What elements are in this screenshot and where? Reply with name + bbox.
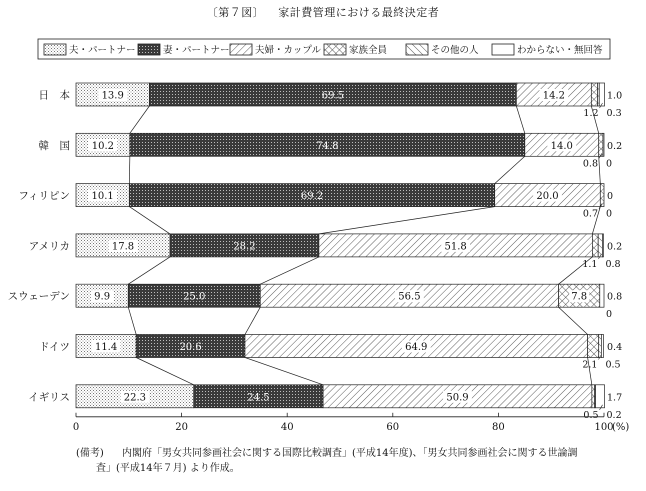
bar-segment (592, 385, 595, 408)
connector-line (129, 156, 130, 183)
legend-label: 家族全員 (349, 45, 388, 56)
bar-segment (602, 234, 603, 257)
data-label: 0.8 (582, 158, 598, 170)
data-label: 7.8 (571, 291, 588, 303)
data-label: 1.0 (607, 90, 623, 102)
category-label: イギリス (28, 391, 70, 404)
legend (38, 39, 610, 59)
source-note (76, 446, 636, 476)
connector-line (128, 257, 170, 284)
chart-title: 家計費管理における最終決定者 (278, 6, 440, 19)
data-label: 17.8 (111, 241, 135, 253)
bar-segment (603, 133, 604, 156)
note-label: (備考) (76, 448, 104, 459)
legend-swatch (138, 44, 160, 55)
x-tick-label: 20 (175, 421, 188, 433)
data-label: 0.2 (607, 140, 623, 152)
data-label: 1.1 (582, 258, 598, 270)
connector-line (245, 307, 260, 334)
data-label: 0.8 (607, 291, 623, 303)
bar-segment (599, 83, 604, 106)
category-label: 韓 国 (38, 139, 70, 152)
connector-line (136, 358, 194, 385)
legend-label: その他の人 (431, 45, 479, 56)
connector-line (495, 156, 525, 183)
bar-segment (600, 184, 604, 207)
legend-swatch (492, 44, 514, 55)
x-tick-label: 40 (280, 421, 294, 433)
data-label: 22.3 (123, 392, 147, 404)
category-label: 日 本 (38, 89, 70, 102)
x-tick-label: 0 (72, 421, 80, 433)
connector-line (130, 106, 150, 133)
x-tick-label: 80 (492, 421, 505, 433)
legend-label: わからない・無回答 (517, 45, 603, 56)
data-label: 10.2 (91, 140, 115, 152)
connector-line (245, 358, 323, 385)
data-label: 0.2 (606, 409, 622, 421)
data-label: 0 (606, 309, 613, 321)
data-label: 0 (606, 208, 613, 220)
data-label: 64.9 (405, 342, 428, 353)
note-line-1: 内閣府「男女共同参画社会に関する国際比較調査」(平成14年度)、「男女共同参画社会に関する世論調 (122, 448, 578, 459)
data-label: 0.2 (607, 241, 623, 253)
data-label: 28.2 (233, 241, 256, 253)
bar-segment (596, 385, 605, 408)
data-label: 13.9 (101, 90, 124, 102)
data-label: 14.0 (550, 140, 573, 152)
connector-line (128, 307, 136, 334)
data-label: 0.8 (605, 258, 621, 270)
data-label: 2.1 (582, 359, 598, 371)
connector-line (260, 257, 319, 284)
data-label: 0 (606, 158, 613, 170)
x-tick-label: 100 (594, 421, 614, 433)
data-label: 10.1 (91, 191, 114, 203)
legend-swatch (324, 44, 346, 55)
connector-line (599, 156, 601, 183)
data-label: 51.8 (444, 241, 467, 253)
bar-segment (591, 83, 597, 106)
bar-segment (599, 335, 602, 358)
data-label: 0 (607, 191, 614, 203)
category-label: アメリカ (28, 240, 70, 253)
bar-segment (598, 234, 602, 257)
connector-line (319, 207, 495, 234)
bar-segment (600, 284, 604, 307)
legend-swatch (44, 44, 66, 55)
data-label: 0.7 (582, 208, 598, 220)
x-axis (73, 413, 630, 433)
data-label: 1.7 (607, 392, 623, 404)
data-label: 11.4 (94, 342, 118, 353)
bars (8, 83, 622, 421)
bar-segment (592, 234, 598, 257)
data-label: 0.4 (607, 342, 623, 353)
note-line-2: 査」(平成14年７月) より作成。 (96, 463, 240, 474)
legend-swatch (406, 44, 428, 55)
data-label: 69.2 (300, 191, 324, 203)
data-label: 25.0 (183, 291, 206, 303)
connector-line (129, 207, 170, 234)
data-label: 0.5 (583, 409, 599, 421)
bar-segment (588, 335, 599, 358)
connector-line (559, 307, 588, 334)
x-unit-label: (%) (612, 421, 630, 433)
data-label: 9.9 (94, 291, 111, 303)
legend-label: 妻・パートナー (163, 45, 230, 56)
connector-line (516, 106, 524, 133)
data-label: 56.5 (398, 291, 421, 303)
data-label: 69.5 (321, 90, 345, 102)
category-label: ドイツ (39, 341, 70, 353)
data-label: 14.2 (542, 90, 565, 102)
data-label: 20.6 (179, 342, 202, 353)
data-label: 20.0 (536, 191, 559, 203)
data-label: 24.5 (247, 392, 270, 404)
data-label: 0.3 (606, 108, 622, 119)
legend-label: 夫婦・カップル (255, 45, 322, 56)
category-label: スウェーデン (7, 290, 70, 303)
legend-label: 夫・パートナー (69, 45, 136, 56)
data-label: 0.5 (605, 359, 621, 371)
category-label: フィリピン (18, 190, 70, 203)
figure-number: 〔第７図〕 (206, 6, 265, 19)
data-label: 74.8 (316, 140, 339, 152)
legend-swatch (230, 44, 252, 55)
x-tick-label: 60 (386, 421, 400, 433)
bar-segment (601, 335, 603, 358)
data-label: 1.2 (583, 108, 599, 119)
data-label: 50.9 (446, 392, 469, 404)
bar-segment (599, 133, 603, 156)
